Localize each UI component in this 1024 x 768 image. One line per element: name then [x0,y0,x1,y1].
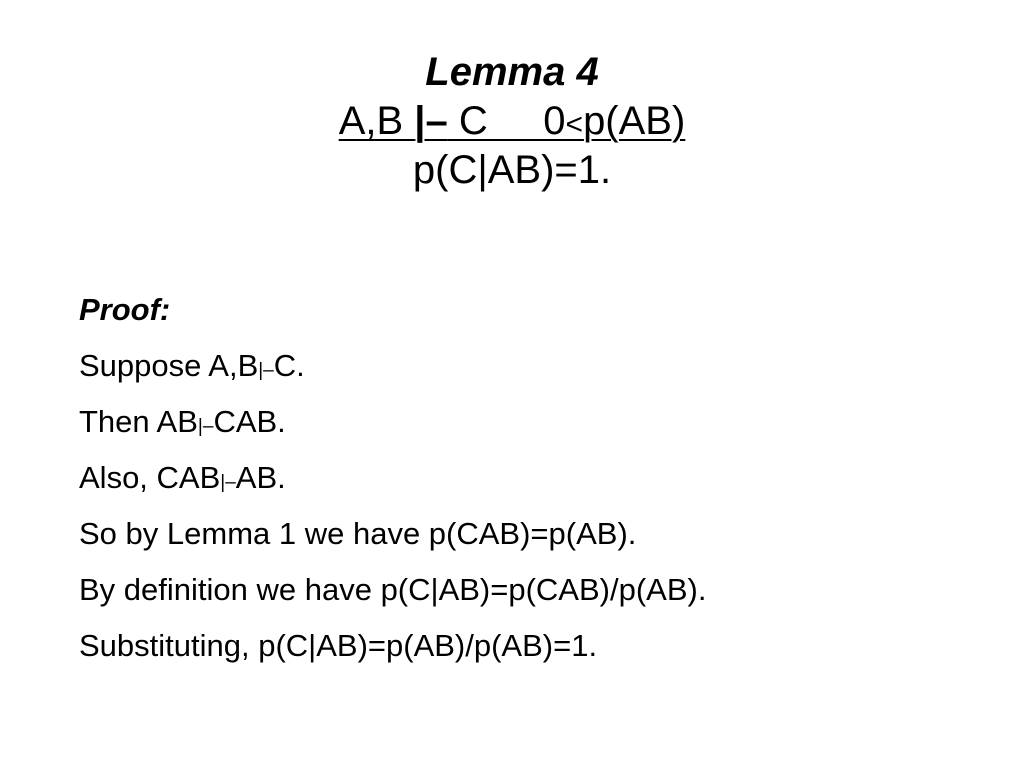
lemma-premise [339,99,686,143]
turnstile-symbol: |– [258,360,274,381]
proof-heading: Proof: [79,292,171,327]
lemma-conclusion: p(C|AB)=1. [412,148,612,193]
proof-line-also [79,450,979,506]
proof-line-text: Suppose A,B [79,348,259,383]
lemma-title-block [0,48,1024,196]
lemma-heading: Lemma 4 [425,50,599,94]
proof-line-text: C. [273,348,305,383]
turnstile-symbol: |– [197,416,214,437]
proof-line-suppose [79,338,979,394]
premise-part-a: A,B [338,99,415,144]
turnstile-symbol: |– [220,472,236,493]
proof-line-then [79,394,979,450]
proof-line-definition: By definition we have p(C|AB)=p(CAB)/p(AB). [79,572,707,607]
proof-line-text: AB. [235,460,286,495]
proof-line-text: CAB. [213,404,286,439]
premise-part-c: p(AB) [583,99,686,144]
less-than-symbol: < [565,108,584,142]
lemma-premise-line [0,97,1024,146]
proof-line-text: Also, CAB [79,460,221,495]
premise-part-b: C 0 [447,99,566,144]
proof-line-lemma-1: So by Lemma 1 we have p(CAB)=p(AB). [79,516,637,551]
proof-block [79,282,979,674]
turnstile-symbol: |– [414,99,448,144]
proof-line-substituting: Substituting, p(C|AB)=p(AB)/p(AB)=1. [79,628,598,663]
proof-line-text: Then AB [79,404,198,439]
